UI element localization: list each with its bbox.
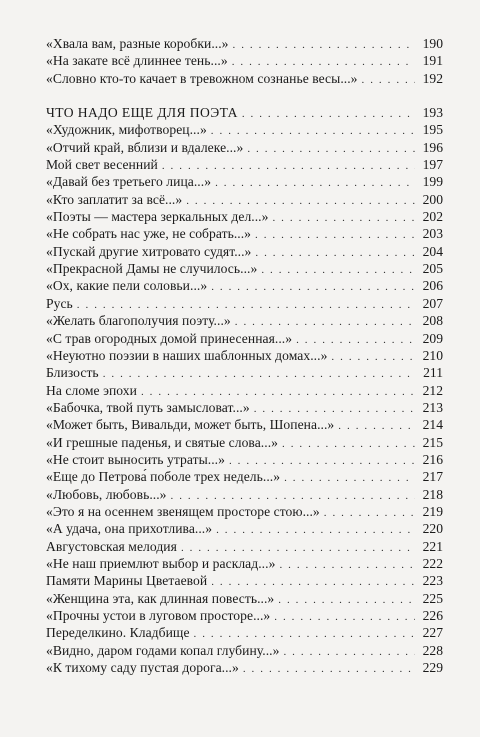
- toc-entry-title: «Хвала вам, разные коробки...»: [46, 36, 229, 51]
- section-spacer: [46, 87, 443, 104]
- toc-entry-title: «Видно, даром годами копал глубину...»: [46, 642, 280, 658]
- dot-leader: [272, 210, 415, 227]
- toc-entry-page: 228: [422, 642, 443, 658]
- toc-entry: [46, 139, 443, 156]
- toc-entry-page: 209: [422, 330, 443, 346]
- toc-entry: [46, 382, 443, 399]
- toc-entry: [46, 121, 443, 138]
- toc-entry: [46, 503, 443, 520]
- toc-entry: [46, 624, 443, 641]
- toc-entry-page: 200: [422, 191, 443, 207]
- dot-leader: [103, 366, 415, 383]
- dot-leader: [279, 557, 415, 574]
- toc-entry-page: 219: [422, 503, 443, 519]
- toc-entry-page: 221: [422, 538, 443, 554]
- toc-entry-page: 218: [422, 486, 443, 502]
- toc-entry: [46, 555, 443, 572]
- section-heading-page: 193: [422, 105, 443, 121]
- toc-entry-title: «Не собрать нас уже, не собрать...»: [46, 226, 252, 242]
- toc-entry: [46, 191, 443, 208]
- dot-leader: [283, 644, 415, 661]
- toc-entry-page: 214: [422, 417, 443, 433]
- toc-entry-page: 190: [422, 36, 443, 51]
- dot-leader: [216, 522, 415, 539]
- toc-entry-title: «А удача, она прихотлива...»: [46, 521, 213, 537]
- toc-entry-page: 196: [422, 139, 443, 155]
- toc-entry-title: «Прочны устои в луговом просторе...»: [46, 608, 271, 623]
- toc-entry: [46, 312, 443, 329]
- dot-leader: [243, 661, 415, 678]
- toc-entry: [46, 434, 443, 451]
- toc-entry-title: «Не стоит выносить утраты...»: [46, 451, 225, 467]
- dot-leader: [338, 418, 415, 435]
- toc-entry-page: 208: [422, 313, 443, 329]
- toc-entry-title: «Не наш приемлют выбор и расклад...»: [46, 555, 276, 571]
- toc-entry-title: «Может быть, Вивальди, может быть, Шопена...»: [46, 417, 335, 433]
- toc-entry-title: «Женщина эта, как длинная повесть...»: [46, 590, 275, 606]
- dot-leader: [247, 141, 415, 158]
- toc-entry-title: «К тихому саду пустая дорога...»: [46, 660, 239, 676]
- dot-leader: [324, 505, 415, 522]
- toc-entry-title: Августовская мелодия: [46, 538, 177, 554]
- toc-entry-title: Памяти Марины Цветаевой: [46, 573, 208, 589]
- toc-entry-title: «Поэты — мастера зеркальных дел...»: [46, 209, 269, 225]
- toc-entry-title: «Еще до Петрова́ поболе трех недель...»: [46, 469, 281, 485]
- toc-entry-title: «Давай без третьего лица...»: [46, 174, 212, 190]
- dot-leader: [284, 470, 415, 487]
- toc-entry: [46, 486, 443, 503]
- toc-entry-title: «Желать благополучия поэту...»: [46, 313, 231, 329]
- toc-entry: [46, 538, 443, 555]
- toc-entry: [46, 590, 443, 607]
- toc-entry-page: 223: [422, 573, 443, 589]
- toc-entry-title: «С трав огородных домой принесенная...»: [46, 330, 293, 346]
- toc-entry-page: 195: [422, 122, 443, 138]
- toc-entry: [46, 520, 443, 537]
- toc-entry-page: 229: [422, 660, 443, 676]
- dot-leader: [215, 175, 415, 192]
- toc-entry: [46, 416, 443, 433]
- toc-entry: [46, 399, 443, 416]
- toc-entry: [46, 156, 443, 173]
- toc-entry: [46, 347, 443, 364]
- toc-entry-title: «На закате всё длиннее тень...»: [46, 53, 228, 69]
- toc-entry-page: 225: [422, 590, 443, 606]
- toc-entry-title: Переделкино. Кладбище: [46, 625, 190, 641]
- toc-entry-page: 197: [422, 157, 443, 173]
- toc-entry-title: «Отчий край, вблизи и вдалеке...»: [46, 139, 244, 155]
- toc-entry: [46, 659, 443, 676]
- toc-entry: [46, 277, 443, 294]
- toc-entry-page: 213: [422, 399, 443, 415]
- toc-entry-title: «Прекрасной Дамы не случилось...»: [46, 261, 258, 277]
- toc-entry: [46, 173, 443, 190]
- toc-entry: [46, 572, 443, 589]
- toc-entry: [46, 70, 443, 87]
- toc-entry-title: «Пускай другие хитровато судят...»: [46, 243, 252, 259]
- dot-leader: [282, 436, 415, 453]
- dot-leader: [278, 592, 415, 609]
- dot-leader: [255, 245, 415, 262]
- toc-entry: [46, 243, 443, 260]
- toc-entry-page: 217: [422, 469, 443, 485]
- toc-entry-page: 211: [423, 365, 443, 381]
- toc-entry-page: 204: [422, 243, 443, 259]
- toc-entry: [46, 451, 443, 468]
- toc-entry: [46, 208, 443, 225]
- section-heading-row: [46, 104, 443, 121]
- toc-entry-page: 215: [422, 434, 443, 450]
- dot-leader: [255, 227, 415, 244]
- toc-entry: [46, 295, 443, 312]
- toc-entry: [46, 225, 443, 242]
- toc-entry-title: «Ох, какие пели соловьи...»: [46, 278, 208, 294]
- toc-entry-title: Русь: [46, 295, 73, 311]
- toc-entry-page: 210: [422, 347, 443, 363]
- toc-group-2: [46, 121, 443, 676]
- dot-leader: [331, 349, 415, 366]
- toc-entry-page: 192: [422, 70, 443, 86]
- toc-entry-title: На сломе эпохи: [46, 382, 137, 398]
- table-of-contents: [46, 35, 443, 676]
- toc-entry-title: «Кто заплатит за всё...»: [46, 191, 183, 207]
- toc-entry-page: 220: [422, 521, 443, 537]
- toc-entry-title: «И грешные паденья, и святые слова...»: [46, 434, 278, 450]
- toc-entry-page: 227: [422, 625, 443, 641]
- toc-entry: [46, 35, 443, 52]
- toc-entry-page: 206: [422, 278, 443, 294]
- toc-entry-title: «Любовь, любовь...»: [46, 486, 167, 502]
- toc-entry-title: «Бабочка, твой путь замысловат...»: [46, 399, 250, 415]
- toc-entry-page: 226: [422, 608, 443, 623]
- dot-leader: [261, 262, 415, 279]
- toc-entry-title: «Словно кто-то качает в тревожном сознанье весы...»: [46, 70, 358, 86]
- toc-entry: [46, 468, 443, 485]
- toc-entry-page: 205: [422, 261, 443, 277]
- toc-entry-page: 216: [422, 451, 443, 467]
- dot-leader: [362, 72, 415, 89]
- toc-entry: [46, 364, 443, 381]
- toc-entry-title: Мой свет весенний: [46, 157, 158, 173]
- toc-entry-page: 202: [422, 209, 443, 225]
- toc-entry: [46, 330, 443, 347]
- dot-leader: [233, 37, 415, 54]
- toc-entry-page: 212: [422, 382, 443, 398]
- toc-entry-title: Близость: [46, 365, 99, 381]
- toc-entry-title: «Это я на осеннем звенящем просторе стою...»: [46, 503, 320, 519]
- toc-entry-title: «Неуютно поэзии в наших шаблонных домах...»: [46, 347, 328, 363]
- toc-entry-title: «Художник, мифотворец...»: [46, 122, 207, 138]
- toc-group-1: [46, 35, 443, 87]
- toc-entry-page: 203: [422, 226, 443, 242]
- dot-leader: [274, 609, 415, 626]
- toc-entry: [46, 642, 443, 659]
- toc-entry: [46, 52, 443, 69]
- dot-leader: [211, 279, 415, 296]
- toc-entry: [46, 607, 443, 624]
- toc-entry-page: 191: [422, 53, 443, 69]
- toc-entry-page: 207: [422, 295, 443, 311]
- section-heading-title: ЧТО НАДО ЕЩЕ ДЛЯ ПОЭТА: [46, 105, 238, 121]
- toc-entry: [46, 260, 443, 277]
- toc-entry-page: 222: [422, 555, 443, 571]
- toc-entry-page: 199: [422, 174, 443, 190]
- dot-leader: [242, 106, 415, 123]
